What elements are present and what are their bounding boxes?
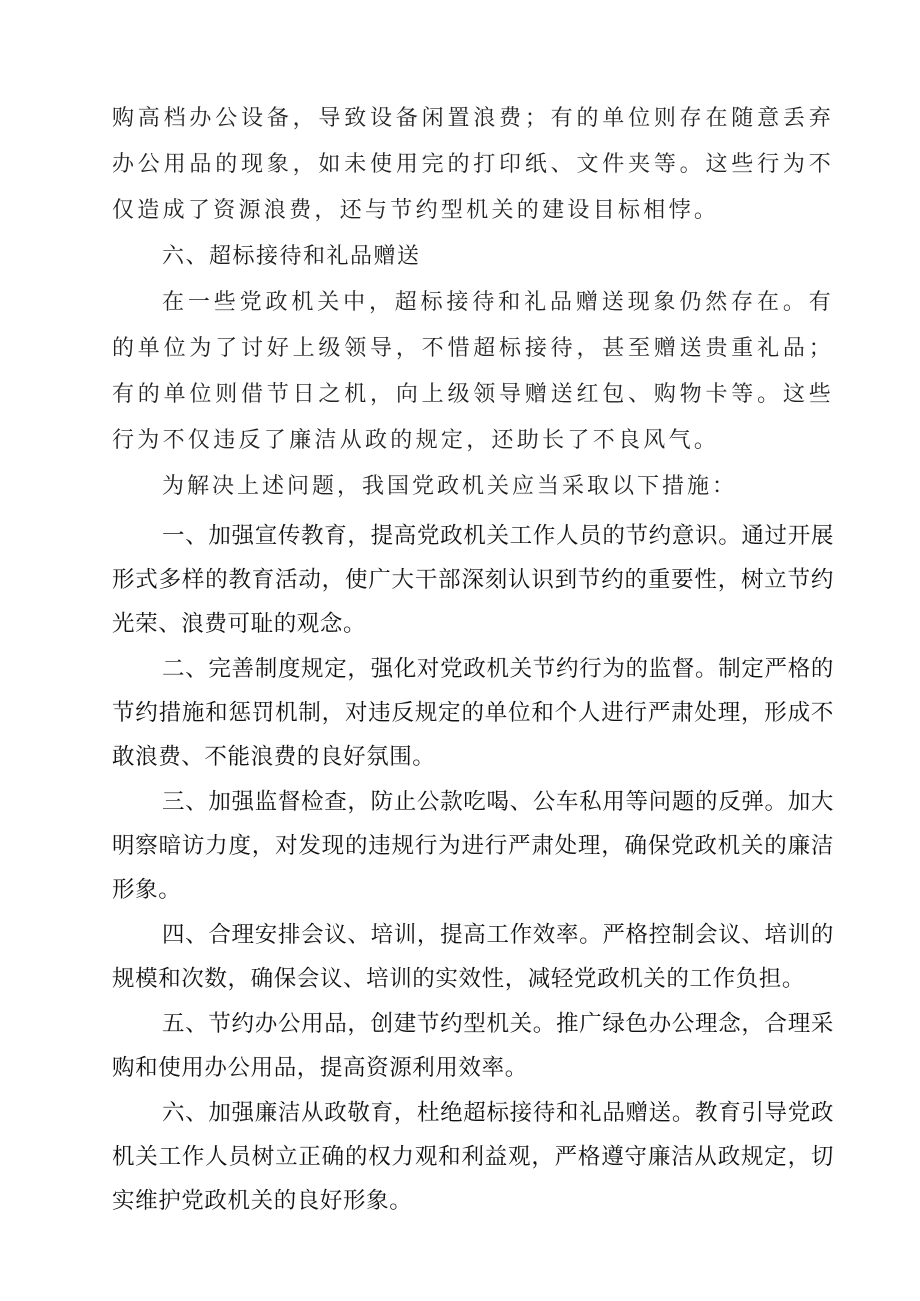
section-body-paragraph: 在一些党政机关中，超标接待和礼品赠送现象仍然存在。有的单位为了讨好上级领导，不惜超标接待，甚至赠送贵重礼品；有的单位则借节日之机，向上级领导赠送红包、购物卡等。这些行为不仅违反了廉洁从政的规定，还助长了不良风气。 bbox=[112, 290, 834, 453]
measures-list bbox=[112, 514, 834, 1224]
measures-intro: 为解决上述问题，我国党政机关应当采取以下措施： bbox=[162, 474, 738, 499]
measure-item: 二、完善制度规定，强化对党政机关节约行为的监督。制定严格的节约措施和惩罚机制，对违反规定的单位和个人进行严肃处理，形成不敢浪费、不能浪费的良好氛围。 bbox=[112, 656, 834, 770]
upper-section bbox=[112, 96, 834, 510]
measure-item: 三、加强监督检查，防止公款吃喝、公车私用等问题的反弹。加大明察暗访力度，对发现的违规行为进行严肃处理，确保党政机关的廉洁形象。 bbox=[112, 789, 834, 903]
continuation-paragraph: 购高档办公设备，导致设备闲置浪费；有的单位则存在随意丢弃办公用品的现象，如未使用完的打印纸、文件夹等。这些行为不仅造成了资源浪费，还与节约型机关的建设目标相悖。 bbox=[112, 106, 834, 223]
measure-item: 五、节约办公用品，创建节约型机关。推广绿色办公理念，合理采购和使用办公用品，提高资源利用效率。 bbox=[112, 1011, 834, 1081]
measure-item: 一、加强宣传教育，提高党政机关工作人员的节约意识。通过开展形式多样的教育活动，使广大干部深刻认识到节约的重要性，树立节约光荣、浪费可耻的观念。 bbox=[112, 523, 834, 637]
measure-item: 六、加强廉洁从政敬育，杜绝超标接待和礼品赠送。教育引导党政机关工作人员树立正确的权力观和利益观，严格遵守廉洁从政规定，切实维护党政机关的良好形象。 bbox=[112, 1100, 834, 1214]
section-heading: 六、超标接待和礼品赠送 bbox=[162, 244, 421, 269]
measure-item: 四、合理安排会议、培训，提高工作效率。严格控制会议、培训的规模和次数，确保会议、培训的实效性，减轻党政机关的工作负担。 bbox=[112, 922, 834, 992]
